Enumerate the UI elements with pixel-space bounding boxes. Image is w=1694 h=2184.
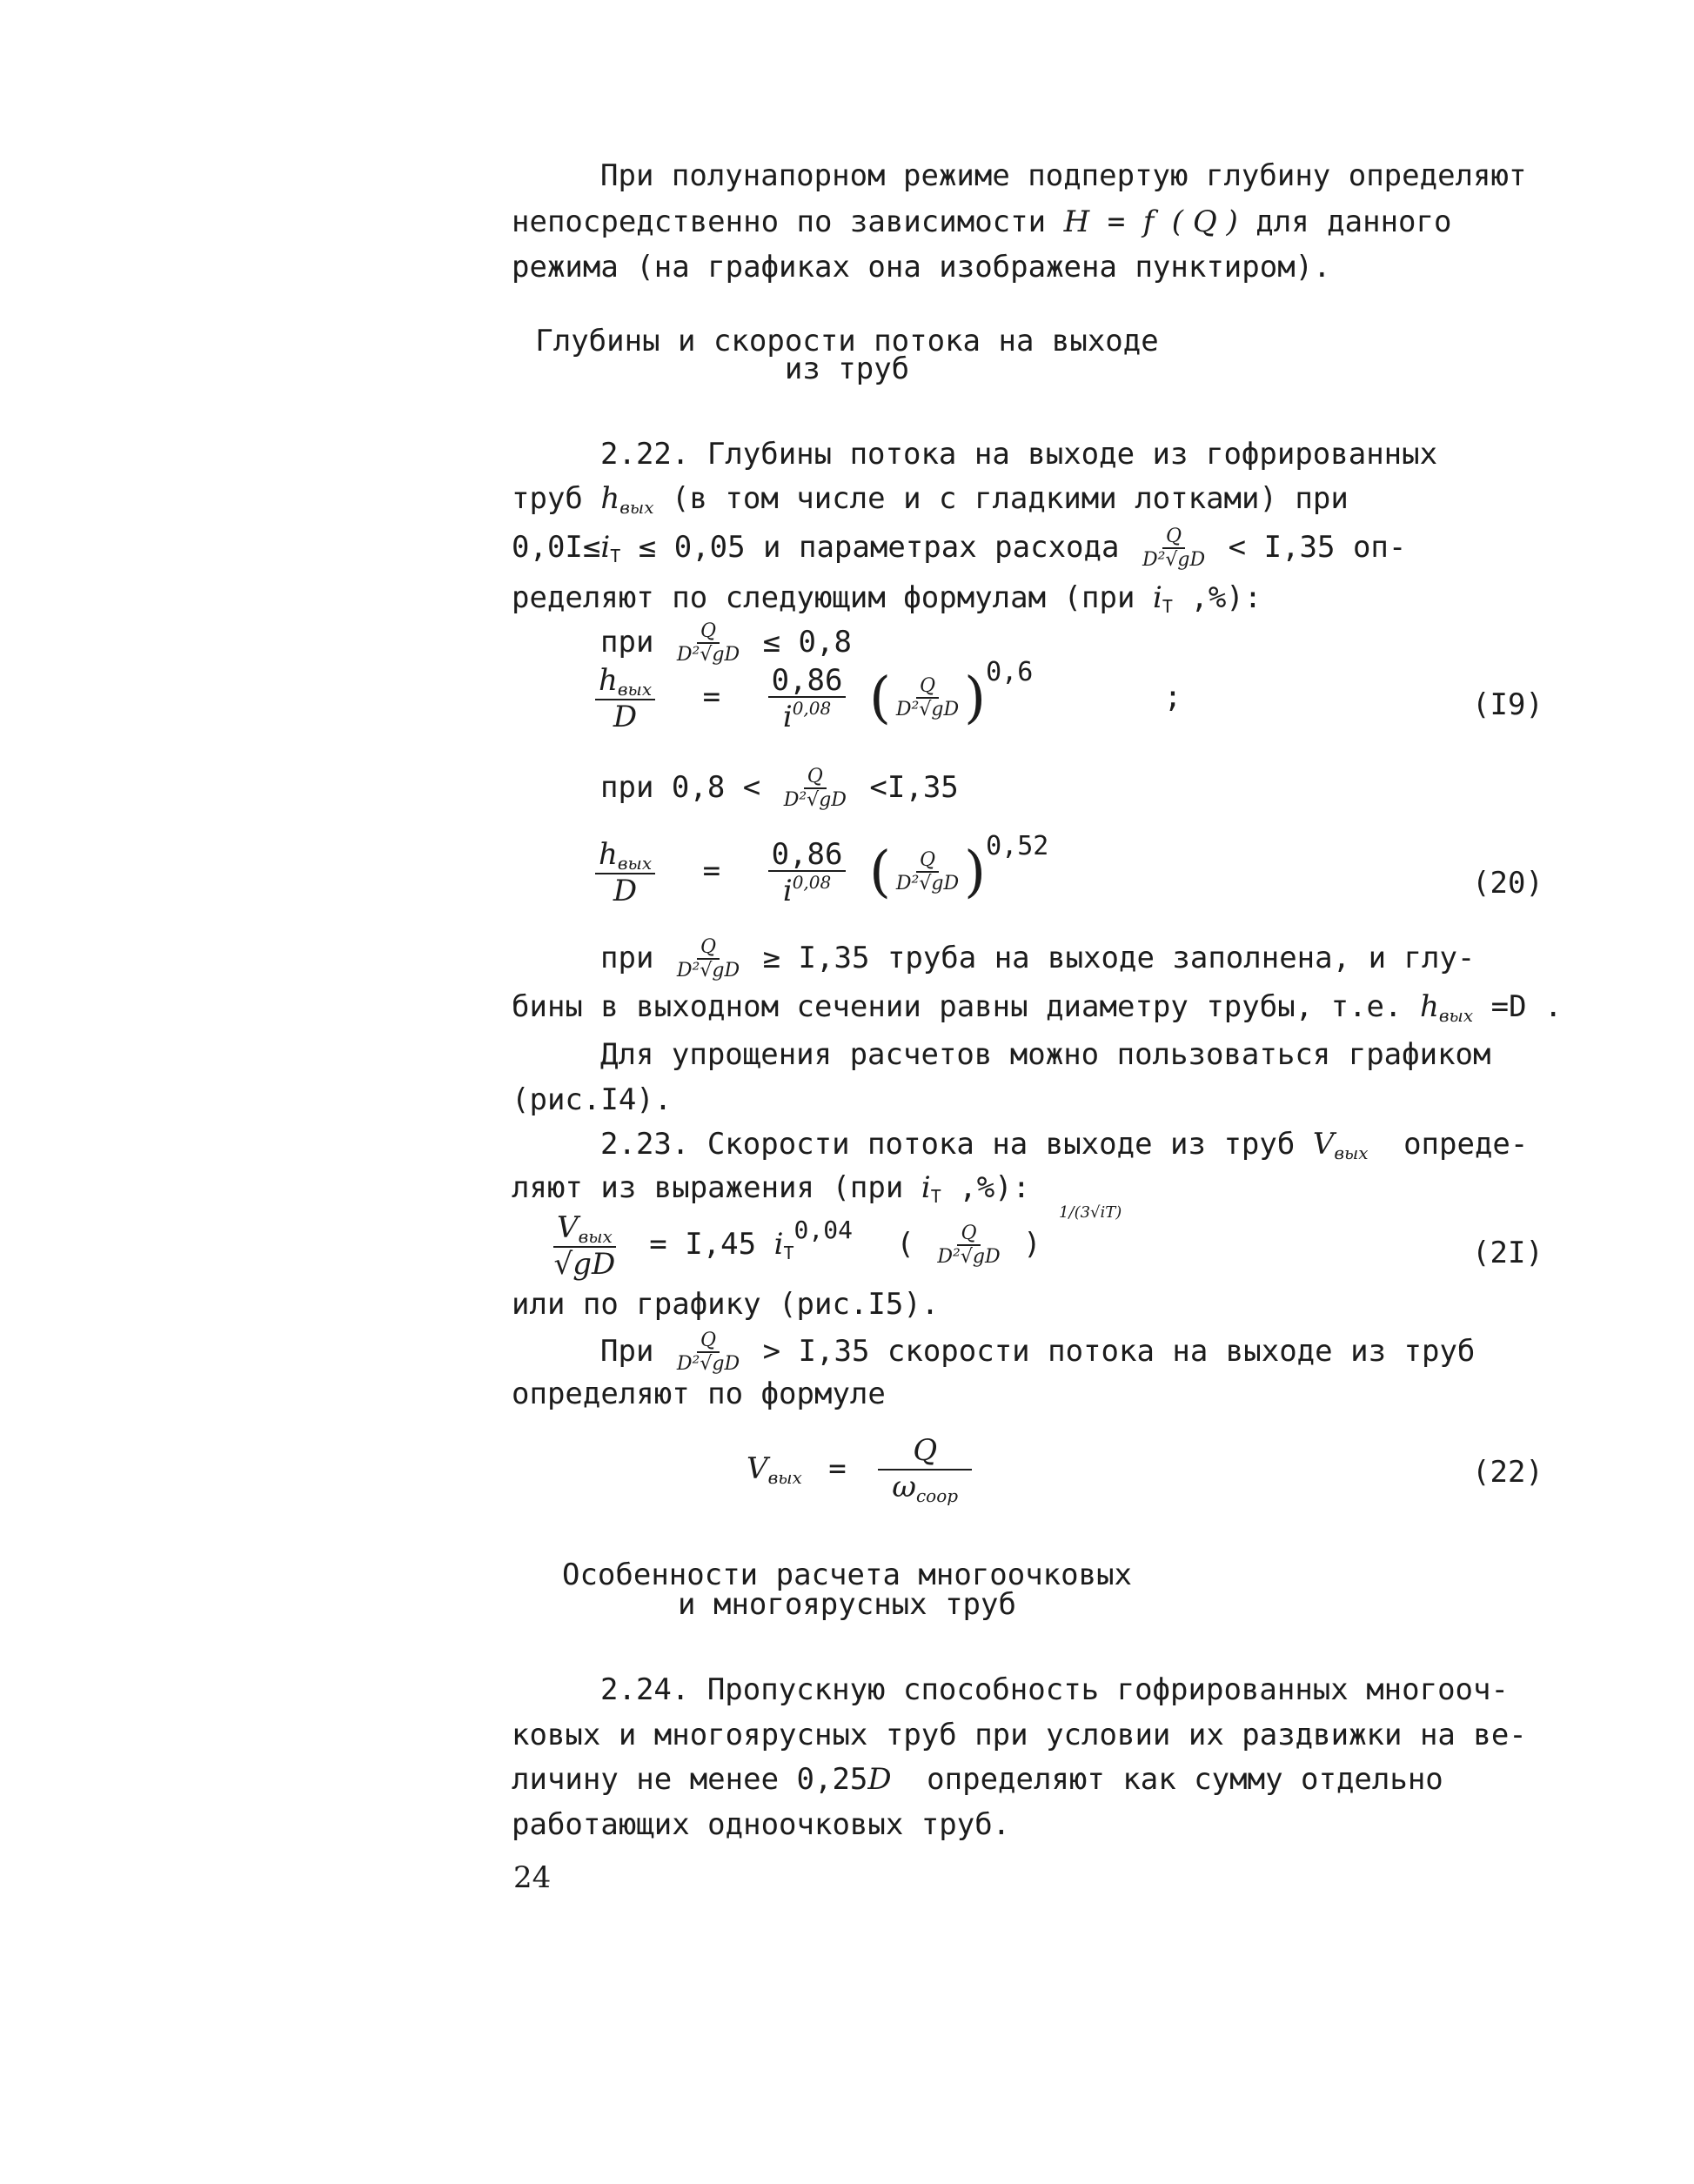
para-2-24-line-4: работающих одноочковых труб. [512,1807,1011,1842]
para-2-24-line-2: ковых и многоярусных труб при условии их раздвижки на ве- [512,1718,1527,1752]
equation-number-20: (20) [1472,866,1543,901]
section-heading-line-1: Глубины и скорости потока на выходе [535,324,1159,358]
fraction-Q-over-D2-sqrt-gD: $\frac{Q}{\text{D²√gD}}$ [1142,526,1206,571]
para-2-24-line-1: 2.24. Пропускную способность гофрированных многооч- [600,1672,1509,1707]
para-2-22-line-2: труб $h_{вых}$ (в том числе и с гладкими лотками) при [512,481,1349,518]
para-2-24-line-3: личину не менее 0,25D определяют как сумму отдельно [512,1762,1443,1797]
para-2-22-line-4: ределяют по следующим формулам (при $i_T$ ,%): [512,580,1262,617]
section-heading-line-2: из труб [784,352,910,386]
para-2-23-line-2: ляют из выражения (при $i_T$ ,%): [512,1170,1031,1207]
para-2-23-line-4: При $\frac{Q}{\text{D²√gD}}$ > I,35 скорости потока на выходе из труб [600,1330,1476,1375]
page-number: 24 [513,1860,552,1895]
section-heading-2-line-1: Особенности расчета многоочковых [561,1558,1133,1592]
para-2-23-line-1: 2.23. Скорости потока на выходе из труб $V_{вых}$ опреде- [600,1127,1529,1163]
para-2-23-line-5: определяют по формуле [512,1377,886,1411]
equation-number-21: (2I) [1472,1236,1543,1270]
formula-20: $\frac{h_{вых}}{D}$ = $\frac{0,86}{i^{0,08}}$ ( $\frac{Q}{\text{D²√gD}}$ )0,52 [590,834,1048,906]
simplification-line-1: Для упрощения расчетов можно пользоваться графиком [600,1037,1491,1072]
para-2-23-line-3: или по графику (рис.I5). [512,1287,940,1322]
formula-19: $\frac{h_{вых}}{D}$ = $\frac{0,86}{i^{0,08}}$ ( $\frac{Q}{\text{D²√gD}}$ )0,6 ; [590,660,1182,732]
condition-2: при 0,8 < $\frac{Q}{\text{D²√gD}}$ <I,35 [600,766,959,811]
condition-3-line-2: бины в выходном сечении равны диаметру трубы, т.е. $h_{вых} =D$ . [512,989,1563,1026]
simplification-line-2: (рис.I4). [512,1082,673,1117]
equation-number-22: (22) [1472,1455,1543,1490]
para-2-22-line-1: 2.22. Глубины потока на выходе из гофрированных [600,437,1438,472]
formula-22: $V_{вых}$ = $\frac{Q}{\omega_{coop}}$ [747,1436,977,1504]
formula-21: $\frac{V_{вых}}{√gD}$ = I,45 $i_T^{0,04}$ ( $\frac{Q}{\text{D²√gD}}$ ) $^{1/(3√iT)}$ [553,1203,1122,1282]
intro-line-3: режима (на графиках она изображена пунктиром). [512,250,1331,285]
condition-1: при $\frac{Q}{\text{D²√gD}}$ ≤ 0,8 [600,620,852,666]
intro-line-2: непосредственно по зависимости H = f ( Q ) для данного [512,204,1452,239]
condition-3: при $\frac{Q}{\text{D²√gD}}$ ≥ I,35 труба на выходе заполнена, и глу- [600,936,1476,981]
equation-number-19: (I9) [1472,687,1543,722]
intro-line-1: При полунапорном режиме подпертую глубину определяют [600,158,1527,193]
para-2-22-line-3: $0,0I\le i_T \le 0,05$ и параметрах расхода $\frac{Q}{\text{D²√gD}}$ < I,35 оп- [512,526,1407,571]
section-heading-2-line-2: и многоярусных труб [678,1587,1016,1622]
